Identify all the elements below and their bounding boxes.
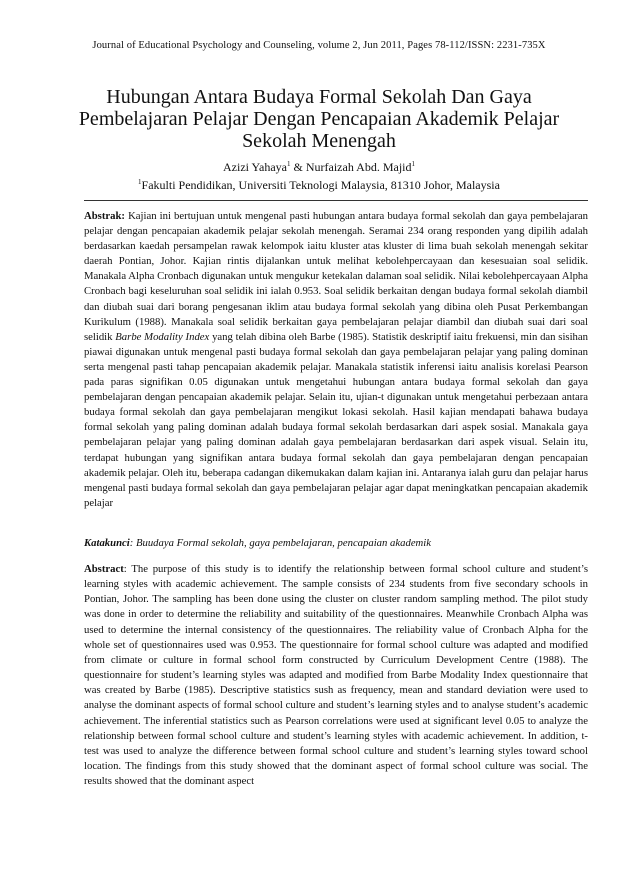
author-superscript: 1 bbox=[411, 160, 415, 168]
abstrak-paragraph bbox=[84, 209, 588, 511]
abstrak-text: Kajian ini bertujuan untuk mengenal pasti hubungan antara budaya formal sekolah dan gaya pembelajaran pelajar dengan pencapaian akademik pelajar sekolah menengah. Seramai 234 orang responden yang dipilih adalah berdasarkan kaedah persampelan rawak kelompok iaitu kluster atas kluster di lima buah sekolah menengah sekitar daerah Pontian, Johor. Kajian rintis dijalankan untuk melihat kebolehpercayaan dan kesesuaian soal selidik. Manakala Alpha Cronbach digunakan untuk mengukur ketekalan dalaman soal selidik. Nilai kebolehpercayaan Alpha Cronbach bagi keseluruhan soal selidik ini ialah 0.953. Soal selidik berkaitan dengan budaya formal sekolah diambil dan diubah suai dari borang pengesanan iklim atau budaya formal sekolah yang dibina oleh Pusat Perkembangan Kurikulum (1988). Manakala soal selidik berkaitan gaya pembelajaran pelajar diambil dan diubah suai dari soal selidik bbox=[84, 210, 588, 343]
abstract-text: : The purpose of this study is to identify the relationship between formal school culture and student’s learning styles with academic achievement. The sample consists of 234 students from five secondary schools in Pontian, Johor. The sampling has been done using the cluster on cluster random sampling method. The pilot study was done in order to determine the reliability and suitability of the questionnaires. Meanwhile Cronbach Alpha was used to determine the internal consistency of the questionnaires. The reliability value of Cronbach Alpha for the whole set of questionnaires used was 0.953. The questionnaire for formal school culture was adapted and modified from climate or culture in formal school form constructed by Curriculum Development Centre (1988). The questionnaire for student’s learning styles was adapted and modified from Barbe Modality Index questionnaire that was created by Barbe (1985). Descriptive statistics sush as frequency, mean and standard deviation were used to analyse the dominant aspects of formal school culture and student’s learning styles and to analyse student’s academic achievement. The inferential statistics such as Pearson correlations were used at significant level 0.05 to analyze the relationship between formal school culture and student’s learning styles with academic achievement. In addition, t-test was used to analyze the difference between formal school culture and student’s learning styles toward school location. The findings from this study showed that the dominant aspect of formal school culture was social. The results showed that the dominant aspect bbox=[84, 563, 588, 788]
author-name: Azizi Yahaya bbox=[223, 160, 287, 174]
journal-header: Journal of Educational Psychology and Counseling, volume 2, Jun 2011, Pages 78-112/ISSN: 2231-735X bbox=[92, 40, 546, 51]
affiliation-line bbox=[0, 178, 638, 193]
paper-title: Hubungan Antara Budaya Formal Sekolah Dan Gaya Pembelajaran Pelajar Dengan Pencapaian Akademik Pelajar Sekolah Menengah bbox=[78, 86, 560, 152]
affiliation-superscript: 1 bbox=[138, 178, 142, 186]
author-line bbox=[0, 160, 638, 175]
author-conjunction: & bbox=[290, 160, 306, 174]
katakunci-paragraph bbox=[84, 536, 588, 551]
abstrak-text-continued: yang telah dibina oleh Barbe (1985). Statistik deskriptif iaitu frekuensi, min dan sisihan piawai digunakan untuk mengenal pasti budaya formal sekolah dan gaya pembelajaran pelajar yang paling dominan serta mengenal pasti tahap pencapaian akademik pelajar. Manakala statistik inferensi iaitu analisis korelasi Pearson pada paras signifikan 0.05 digunakan untuk mengetahui hubungan antara budaya formal sekolah dan gaya pembelajaran dengan pencapaian akademik pelajar. Selain itu, ujian-t digunakan untuk mengetahui perbezaan antara budaya formal sekolah dan gaya pembelajaran mengikut lokasi sekolah. Hasil kajian mendapati bahawa budaya formal sekolah yang paling dominan adalah budaya formal sekolah berdasarkan dari aspek sosial. Manakala gaya pembelajaran pelajar yang paling dominan adalah gaya pembelajaran berdasarkan dari aspek visual. Selain itu, terdapat hubungan yang signifikan antara budaya formal sekolah dan gaya pembelajaran dengan pencapaian akademik pelajar. Oleh itu, beberapa cadangan dikemukakan dalam kajian ini. Antaranya ialah guru dan pelajar harus mengenal pasti budaya formal sekolah dan gaya pembelajaran pelajar agar dapat meningkatkan pencapaian akademik pelajar bbox=[84, 330, 588, 509]
abstract-paragraph bbox=[84, 562, 588, 789]
katakunci-text: : Buudaya Formal sekolah, gaya pembelajaran, pencapaian akademik bbox=[129, 537, 431, 549]
affiliation-text: Fakulti Pendidikan, Universiti Teknologi Malaysia, 81310 Johor, Malaysia bbox=[141, 178, 500, 192]
abstrak-label: Abstrak: bbox=[84, 210, 125, 222]
abstract-label: Abstract bbox=[84, 563, 124, 575]
abstrak-italic-term: Barbe Modality Index bbox=[115, 330, 210, 343]
author-name: Nurfaizah Abd. Majid bbox=[305, 160, 412, 174]
divider-line bbox=[84, 200, 588, 201]
author-superscript: 1 bbox=[287, 160, 291, 168]
katakunci-label: Katakunci bbox=[84, 537, 130, 549]
